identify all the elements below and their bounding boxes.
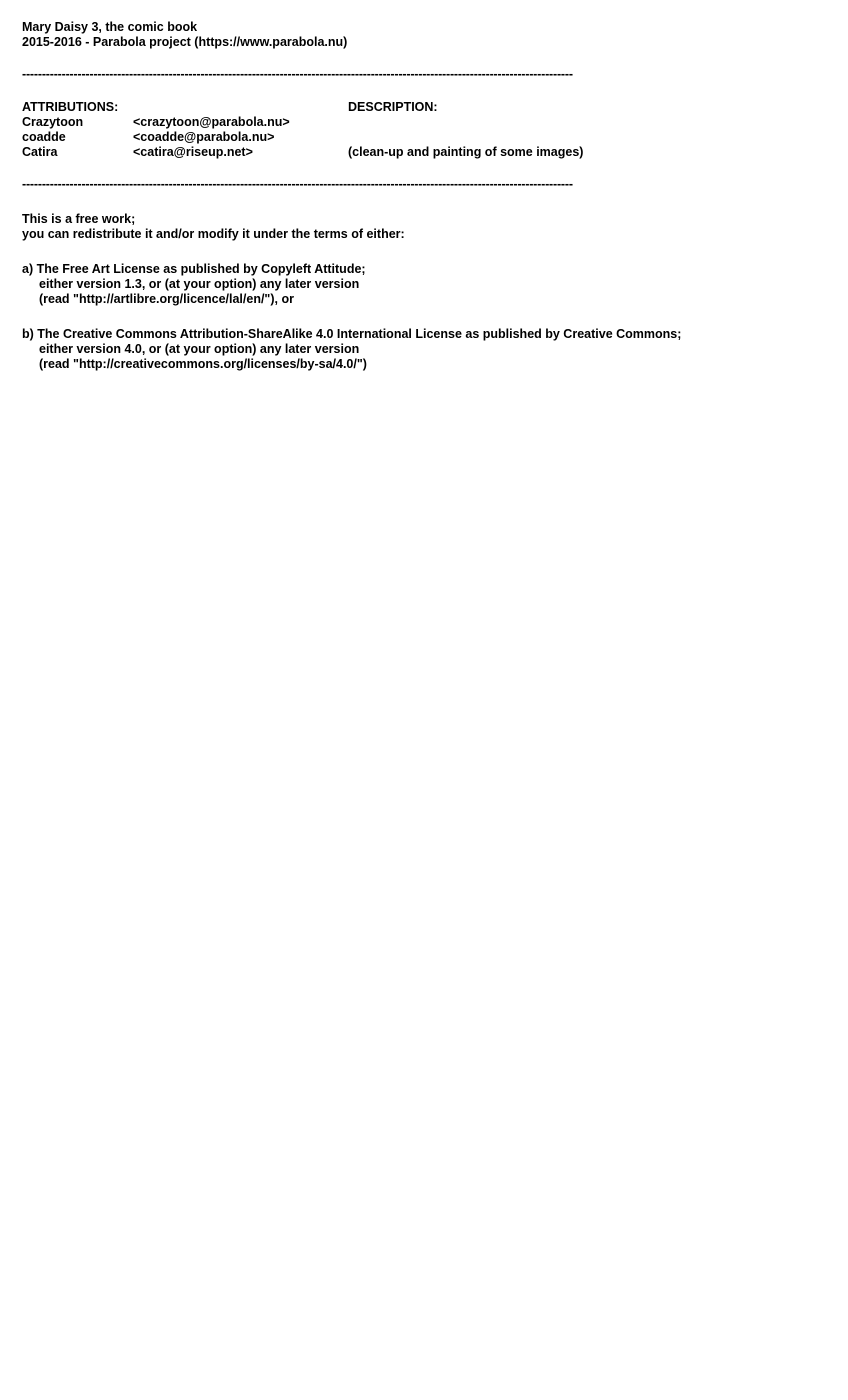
table-row [22,130,826,145]
contributor-email: <catira@riseup.net> [133,145,253,159]
document-subtitle: 2015-2016 - Parabola project (https://www.parabola.nu) [22,35,348,49]
attributions-section [22,100,826,160]
contributor-description [348,130,826,145]
license-b-line-1: b) The Creative Commons Attribution-ShareAlike 4.0 International License as published by Creative Commons; [22,327,682,341]
attributions-header-row [22,100,826,115]
license-option-b [22,327,826,372]
license-a-line-1: a) The Free Art License as published by Copyleft Attitude; [22,262,366,276]
contributor-name: Crazytoon [22,115,84,129]
free-work-line-1: This is a free work; [22,212,136,226]
title-block [22,20,826,50]
contributor-email: <crazytoon@parabola.nu> [133,115,290,129]
description-header-label: DESCRIPTION: [348,100,438,114]
license-b-line-3: (read "http://creativecommons.org/licenses/by-sa/4.0/") [39,357,367,371]
contributor-email: <coadde@parabola.nu> [133,130,275,144]
license-b-line-2: either version 4.0, or (at your option) any later version [39,342,360,356]
license-a-line-3: (read "http://artlibre.org/licence/lal/en/"), or [39,292,294,306]
free-work-block [22,212,826,242]
free-work-line-2: you can redistribute it and/or modify it under the terms of either: [22,227,405,241]
contributor-name: coadde [22,130,66,144]
attributions-header-label: ATTRIBUTIONS: [22,100,119,114]
contributor-description [348,115,826,130]
contributor-name: Catira [22,145,58,159]
table-row [22,145,826,160]
divider-middle: ------------------------------------------------------------------------------------------------------------------------------------------- [22,177,573,191]
document-title: Mary Daisy 3, the comic book [22,20,198,34]
attributions-header-spacer [133,100,348,115]
license-a-line-2: either version 1.3, or (at your option) any later version [39,277,360,291]
table-row [22,115,826,130]
divider-top: ------------------------------------------------------------------------------------------------------------------------------------------- [22,67,573,81]
contributor-description: (clean-up and painting of some images) [348,145,584,159]
license-option-a [22,262,826,307]
